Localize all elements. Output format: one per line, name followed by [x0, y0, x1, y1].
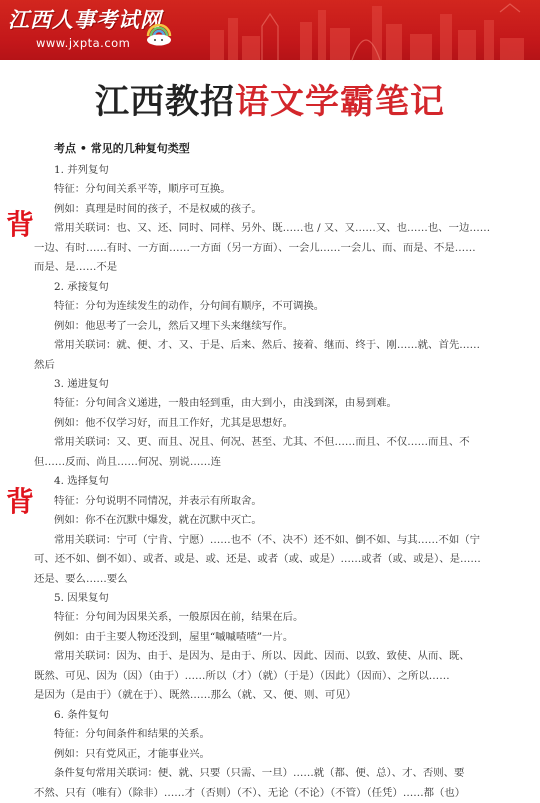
connectives-conditional-1: 条件复句常用关联词：便、就、只要（只需、一旦）……就（都、便、总）、才、否则、要 — [54, 767, 465, 780]
example-conditional: 例如：只有党风正，才能事业兴。 — [54, 747, 210, 760]
connectives-progressive-1: 常用关联词：又、更、而且、况且、何况、甚至、尤其、不但……而且、不仅……而且、不 — [54, 436, 470, 449]
recite-stamp-1: 背 — [6, 208, 35, 241]
heading-causal: 5. 因果复句 — [54, 591, 109, 604]
feature-parallel: 特征：分句间关系平等，顺序可互换。 — [54, 183, 231, 196]
example-sequential: 例如：他思考了一会儿，然后又埋下头来继续写作。 — [54, 319, 293, 332]
rainbow-cloud-icon — [142, 22, 176, 46]
connectives-choice-2: 可、还不如、倒不如）、或者、或是、或、还是、或者（或、或是）……或者（或、或是）、是…… — [34, 553, 481, 566]
connectives-choice-3: 还是、要么……要么 — [34, 572, 128, 585]
heading-progressive: 3. 递进复句 — [54, 377, 109, 390]
feature-progressive: 特征：分句间含义递进，一般由轻到重，由大到小，由浅到深，由易到难。 — [54, 397, 397, 410]
recite-stamp-2: 背 — [6, 485, 35, 518]
site-url[interactable]: www.jxpta.com — [36, 36, 131, 50]
connectives-sequential-1: 常用关联词：就、便、才、又、于是、后来、然后、接着、继而、终于、刚……就、首先…… — [54, 339, 481, 352]
connectives-parallel-2: 一边、有时……有时、一方面……一方面（另一方面）、一会儿……一会儿、而、而是、不是…… — [34, 241, 476, 254]
connectives-progressive-2: 但……反而、尚且……何况、别说……连 — [34, 455, 222, 468]
page-title — [0, 74, 540, 124]
heading-parallel: 1. 并列复句 — [54, 164, 109, 176]
connectives-sequential-2: 然后 — [34, 358, 55, 371]
title-prefix: 江西教招 — [95, 82, 235, 122]
heading-conditional: 6. 条件复句 — [54, 708, 109, 721]
connectives-causal-2: 既然、可见、因为（因）（由于）……所以（才）（就）（于是）（因此）（因而）、之所以…… — [34, 669, 450, 682]
example-parallel: 例如：真理是时间的孩子，不是权威的孩子。 — [54, 202, 262, 215]
feature-causal: 特征：分句间为因果关系，一般原因在前，结果在后。 — [54, 611, 304, 624]
feature-conditional: 特征：分句间条件和结果的关系。 — [54, 728, 210, 741]
connectives-causal-3: 是因为（是由于）（就在于）、既然……那么（就、又、便、则、可见） — [34, 689, 357, 702]
feature-sequential: 特征：分句为连续发生的动作，分句间有顺序，不可调换。 — [54, 300, 325, 313]
heading-sequential: 2. 承接复句 — [54, 280, 109, 293]
example-progressive: 例如：他不仅学习好，而且工作好，尤其是思想好。 — [54, 416, 293, 429]
connectives-causal-1: 常用关联词：因为、由于、是因为、是由于、所以、因此、因而、以致、致使、从而、既、 — [54, 650, 470, 663]
title-highlight: 语文学霸笔记 — [235, 82, 445, 122]
connectives-conditional-2: 不然、只有（唯有）（除非）……才（否则）（不）、无论（不论）（不管）（任凭）……都（也） — [34, 786, 466, 799]
connectives-choice-1: 常用关联词：宁可（宁肯、宁愿）……也不（不、决不）还不如、倒不如、与其……不如（宁 — [54, 533, 481, 546]
feature-choice: 特征：分句说明不同情况，并表示有所取舍。 — [54, 494, 262, 507]
brand-name[interactable]: 江西人事考试网 — [8, 7, 162, 32]
example-choice: 例如：你不在沉默中爆发，就在沉默中灭亡。 — [54, 514, 262, 527]
example-causal: 例如：由于主要人物还没到，屋里“嘁嘁喳喳”一片。 — [54, 630, 294, 643]
connectives-parallel-1: 常用关联词：也、又、还、同时、同样、另外、既……也 / 又、又……又、也……也、一边…… — [54, 222, 491, 235]
section-heading: 考点 • 常见的几种复句类型 — [54, 142, 190, 155]
header-banner — [0, 0, 540, 60]
heading-choice: 4. 选择复句 — [54, 475, 109, 488]
notes-content — [34, 140, 496, 803]
connectives-parallel-3: 而是、是……不是 — [34, 261, 118, 274]
